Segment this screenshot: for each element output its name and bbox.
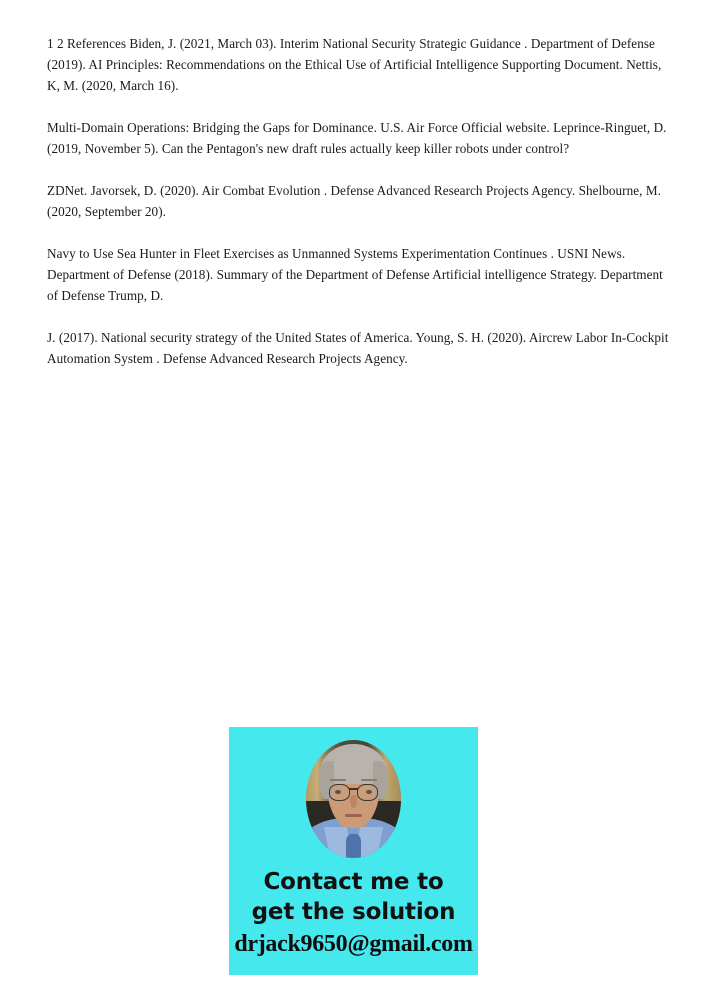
- portrait-eyebrow-left: [330, 779, 346, 781]
- reference-paragraph: Navy to Use Sea Hunter in Fleet Exercises as Unmanned Systems Experimentation Continues . USNI News. Department of Defense (2018). Summary of the Department of Defense Artificial intelligence Strategy. Department of Defense Trump, D.: [47, 246, 663, 303]
- portrait-eyeglass-bridge: [349, 788, 359, 790]
- portrait-eyebrow-right: [361, 779, 377, 781]
- portrait-eyeglass-left: [329, 784, 350, 801]
- reference-paragraph: 1 2 References Biden, J. (2021, March 03). Interim National Security Strategic Guidance . Department of Defense (2019). AI Principles: Recommendations on the Ethical Use of Artificial Intelligence Supporting Document. Nettis, K, M. (2020, March 16).: [47, 36, 662, 93]
- portrait-eyeglass-right: [357, 784, 378, 801]
- reference-paragraph: Multi-Domain Operations: Bridging the Gaps for Dominance. U.S. Air Force Official website. Leprince-Ringuet, D. (2019, November 5). Can the Pentagon's new draft rules actually keep killer robots under control?: [47, 120, 667, 156]
- portrait-photo: [306, 740, 401, 858]
- contact-card: [229, 727, 478, 975]
- references-section: [47, 33, 669, 369]
- contact-headline-line2: get the solution: [251, 899, 456, 925]
- portrait-nose: [350, 795, 357, 808]
- portrait-tie: [346, 834, 361, 858]
- reference-paragraph: J. (2017). National security strategy of the United States of America. Young, S. H. (2020). Aircrew Labor In-Cockpit Automation System . Defense Advanced Research Projects Agency.: [47, 330, 669, 366]
- contact-email[interactable]: drjack9650@gmail.com: [234, 931, 473, 957]
- portrait-mouth: [345, 814, 362, 817]
- reference-paragraph: ZDNet. Javorsek, D. (2020). Air Combat Evolution . Defense Advanced Research Projects Agency. Shelbourne, M. (2020, September 20).: [47, 183, 661, 219]
- contact-headline-line1: Contact me to: [263, 869, 444, 895]
